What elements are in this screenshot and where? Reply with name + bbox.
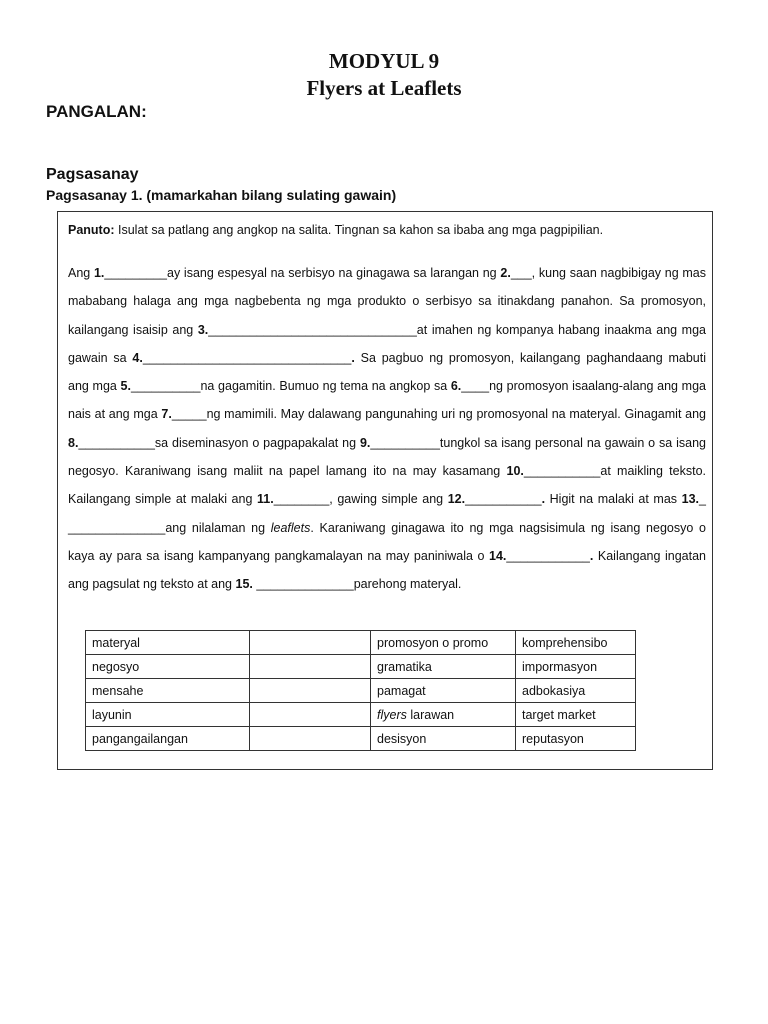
module-title: Flyers at Leaflets	[306, 76, 462, 100]
exercise-box	[57, 211, 713, 770]
fill-in-paragraph	[68, 259, 706, 599]
blank-number: .	[589, 548, 594, 563]
choice-cell: target market	[516, 703, 636, 727]
choices-row	[86, 727, 636, 751]
choices-row	[86, 679, 636, 703]
blank-number: 5.	[120, 379, 131, 394]
choices-row	[86, 703, 636, 727]
choice-cell	[250, 703, 371, 727]
paragraph-text: ___________sa diseminasyon o pagpapakalat ng	[78, 435, 360, 450]
paragraph-text: ___________	[465, 492, 542, 507]
blank-number: 8.	[68, 435, 79, 450]
choice-cell	[250, 631, 371, 655]
choice-cell	[250, 679, 371, 703]
choice-cell: layunin	[86, 703, 250, 727]
choice-cell	[250, 727, 371, 751]
blank-number: 15.	[235, 577, 253, 592]
blank-number: 2.	[500, 266, 511, 280]
choice-cell: promosyon o promo	[371, 631, 516, 655]
choices-row	[86, 655, 636, 679]
paragraph-text: ___________at maikling teksto. Kailangang simple at malaki ang	[68, 464, 706, 507]
choice-cell: desisyon	[371, 727, 516, 751]
choices-table	[85, 630, 636, 751]
paragraph-text: _____ng mamimili. May dalawang pangunahing uri ng promosyonal na materyal. Ginagamit ang	[171, 407, 706, 422]
choice-cell: impormasyon	[516, 655, 636, 679]
blank-number: 6.	[450, 379, 462, 394]
paragraph-text: . Karaniwang ginagawa ito ng mga nagsisimula ng isang negosyo o kaya ay para sa isang kampanyang pangkamalayan na may paniniwala o	[68, 520, 706, 563]
choice-cell: negosyo	[86, 655, 250, 679]
choices-row	[86, 631, 636, 655]
blank-number: 4.	[132, 350, 143, 365]
blank-number: 13.	[681, 492, 700, 507]
paragraph-text: ____________	[506, 548, 590, 563]
paragraph-text: ________, gawing simple ang	[273, 492, 448, 507]
blank-number: 11.	[257, 492, 274, 507]
paragraph-text: ______________________________	[142, 350, 352, 365]
paragraph-text: Ang	[68, 266, 94, 280]
choice-cell: pangangailangan	[86, 727, 250, 751]
paragraph-text: _________ay isang espesyal na serbisyo na ginagawa sa larangan ng	[104, 266, 501, 280]
blank-number: 14.	[489, 548, 507, 563]
paragraph-text: Sa pagbuo ng promosyon, kailangang paghandaang mabuti ang mga	[68, 350, 706, 394]
paragraph-text: ______________parehong materyal.	[252, 577, 462, 592]
module-number: MODYUL 9	[328, 49, 440, 73]
paragraph-text: ______________________________at imahen ng kompanya habang inaakma ang mga gawain sa	[68, 322, 707, 365]
section-title: Pagsasanay	[46, 166, 139, 183]
blank-number: 10.	[506, 464, 524, 479]
blank-number: .	[351, 350, 355, 365]
instructions	[68, 222, 698, 239]
choice-cell: pamagat	[371, 679, 516, 703]
blank-number: 9.	[359, 435, 371, 450]
choice-cell: materyal	[86, 631, 250, 655]
paragraph-text: Higit na malaki at mas	[545, 492, 682, 507]
choice-cell: flyers larawan	[371, 703, 516, 727]
paragraph-text: ___, kung saan nagbibigay ng mas mababang halaga ang mga nagbebenta ng mga produkto o serbisyo sa itinakdang panahon. Sa promosyon, kailangang isaisip ang	[68, 266, 707, 337]
choice-cell	[250, 655, 371, 679]
blank-number: 7.	[161, 407, 172, 422]
instructions-text: Isulat sa patlang ang angkop na salita. Tingnan sa kahon sa ibaba ang mga pagpipilian.	[114, 223, 604, 237]
italic-term: leaflets	[270, 520, 311, 535]
choice-cell: komprehensibo	[516, 631, 636, 655]
choice-cell: reputasyon	[516, 727, 636, 751]
blank-number: 1.	[93, 266, 105, 280]
name-label: PANGALAN:	[46, 102, 147, 121]
paragraph-text: ____ng promosyon isaalang-alang ang mga nais at ang mga	[68, 379, 706, 422]
paragraph-text: __________tungkol sa isang personal na gawain o sa isang negosyo. Karaniwang isang maliit na papel lamang ito na may kasamang	[68, 435, 707, 479]
choice-cell: mensahe	[86, 679, 250, 703]
paragraph-text: __________na gagamitin. Bumuo ng tema na angkop sa	[130, 379, 451, 394]
blank-number: 12.	[447, 492, 466, 507]
choice-cell: adbokasiya	[516, 679, 636, 703]
exercise-title: Pagsasanay 1. (mamarkahan bilang sulating gawain)	[46, 187, 397, 203]
blank-number: 3.	[197, 322, 209, 337]
paragraph-text: Kailangang ingatan ang pagsulat ng teksto at ang	[68, 548, 706, 592]
instructions-label: Panuto:	[68, 223, 115, 237]
blank-number: .	[541, 492, 546, 507]
choice-cell: gramatika	[371, 655, 516, 679]
paragraph-text: _ ______________ang nilalaman ng	[68, 492, 706, 535]
